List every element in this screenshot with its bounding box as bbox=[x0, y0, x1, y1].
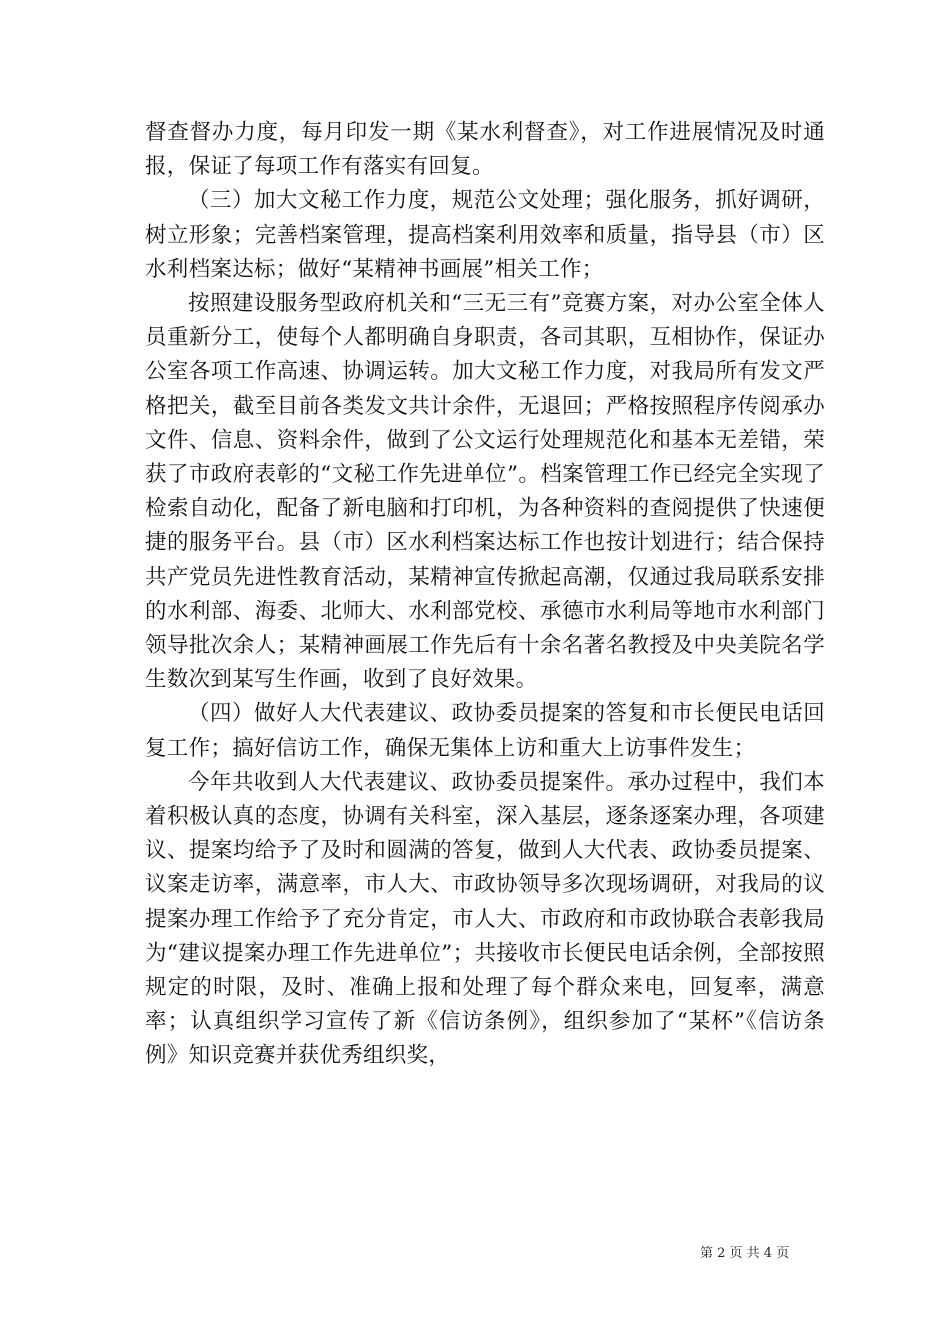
document-body bbox=[145, 116, 825, 1074]
paragraph-2: （三）加大文秘工作力度，规范公文处理；强化服务，抓好调研，树立形象；完善档案管理，提高档案利用效率和质量，指导县（市）区水利档案达标；做好“某精神书画展”相关工作； bbox=[145, 188, 825, 282]
paragraph-1: 督查督办力度，每月印发一期《某水利督查》，对工作进展情况及时通报，保证了每项工作有落实有回复。 bbox=[145, 120, 825, 180]
paragraph-3: 按照建设服务型政府机关和“三无三有”竞赛方案，对办公室全体人员重新分工，使每个人都明确自身职责，各司其职，互相协作，保证办公室各项工作高速、协调运转。加大文秘工作力度，对我局所有发文严格把关，截至目前各类发文共计余件，无退回；严格按照程序传阅承办文件、信息、资料余件，做到了公文运行处理规范化和基本无差错，荣获了市政府表彰的“文秘工作先进单位”。档案管理工作已经完全实现了检索自动化，配备了新电脑和打印机，为各种资料的查阅提供了快速便捷的服务平台。县（市）区水利档案达标工作也按计划进行；结合保持共产党员先进性教育活动，某精神宣传掀起高潮，仅通过我局联系安排的水利部、海委、北师大、水利部党校、承德市水利局等地市水利部门领导批次余人；某精神画展工作先后有十余名著名教授及中央美院名学生数次到某写生作画，收到了良好效果。 bbox=[145, 291, 825, 693]
page-number: 第 2 页 共 4 页 bbox=[700, 1246, 790, 1261]
paragraph-4: （四）做好人大代表建议、政协委员提案的答复和市长便民电话回复工作；搞好信访工作，确保无集体上访和重大上访事件发生； bbox=[145, 701, 825, 761]
paragraph-5: 今年共收到人大代表建议、政协委员提案件。承办过程中，我们本着积极认真的态度，协调有关科室，深入基层，逐条逐案办理，各项建议、提案均给予了及时和圆满的答复，做到人大代表、政协委员提案、议案走访率，满意率，市人大、市政协领导多次现场调研，对我局的议提案办理工作给予了充分肯定，市人大、市政府和市政协联合表彰我局为“建议提案办理工作先进单位”；共接收市长便民电话余例，全部按照规定的时限，及时、准确上报和处理了每个群众来电，回复率，满意率；认真组织学习宣传了新《信访条例》，组织参加了“某杯”《信访条例》知识竞赛并获优秀组织奖， bbox=[145, 769, 825, 1069]
